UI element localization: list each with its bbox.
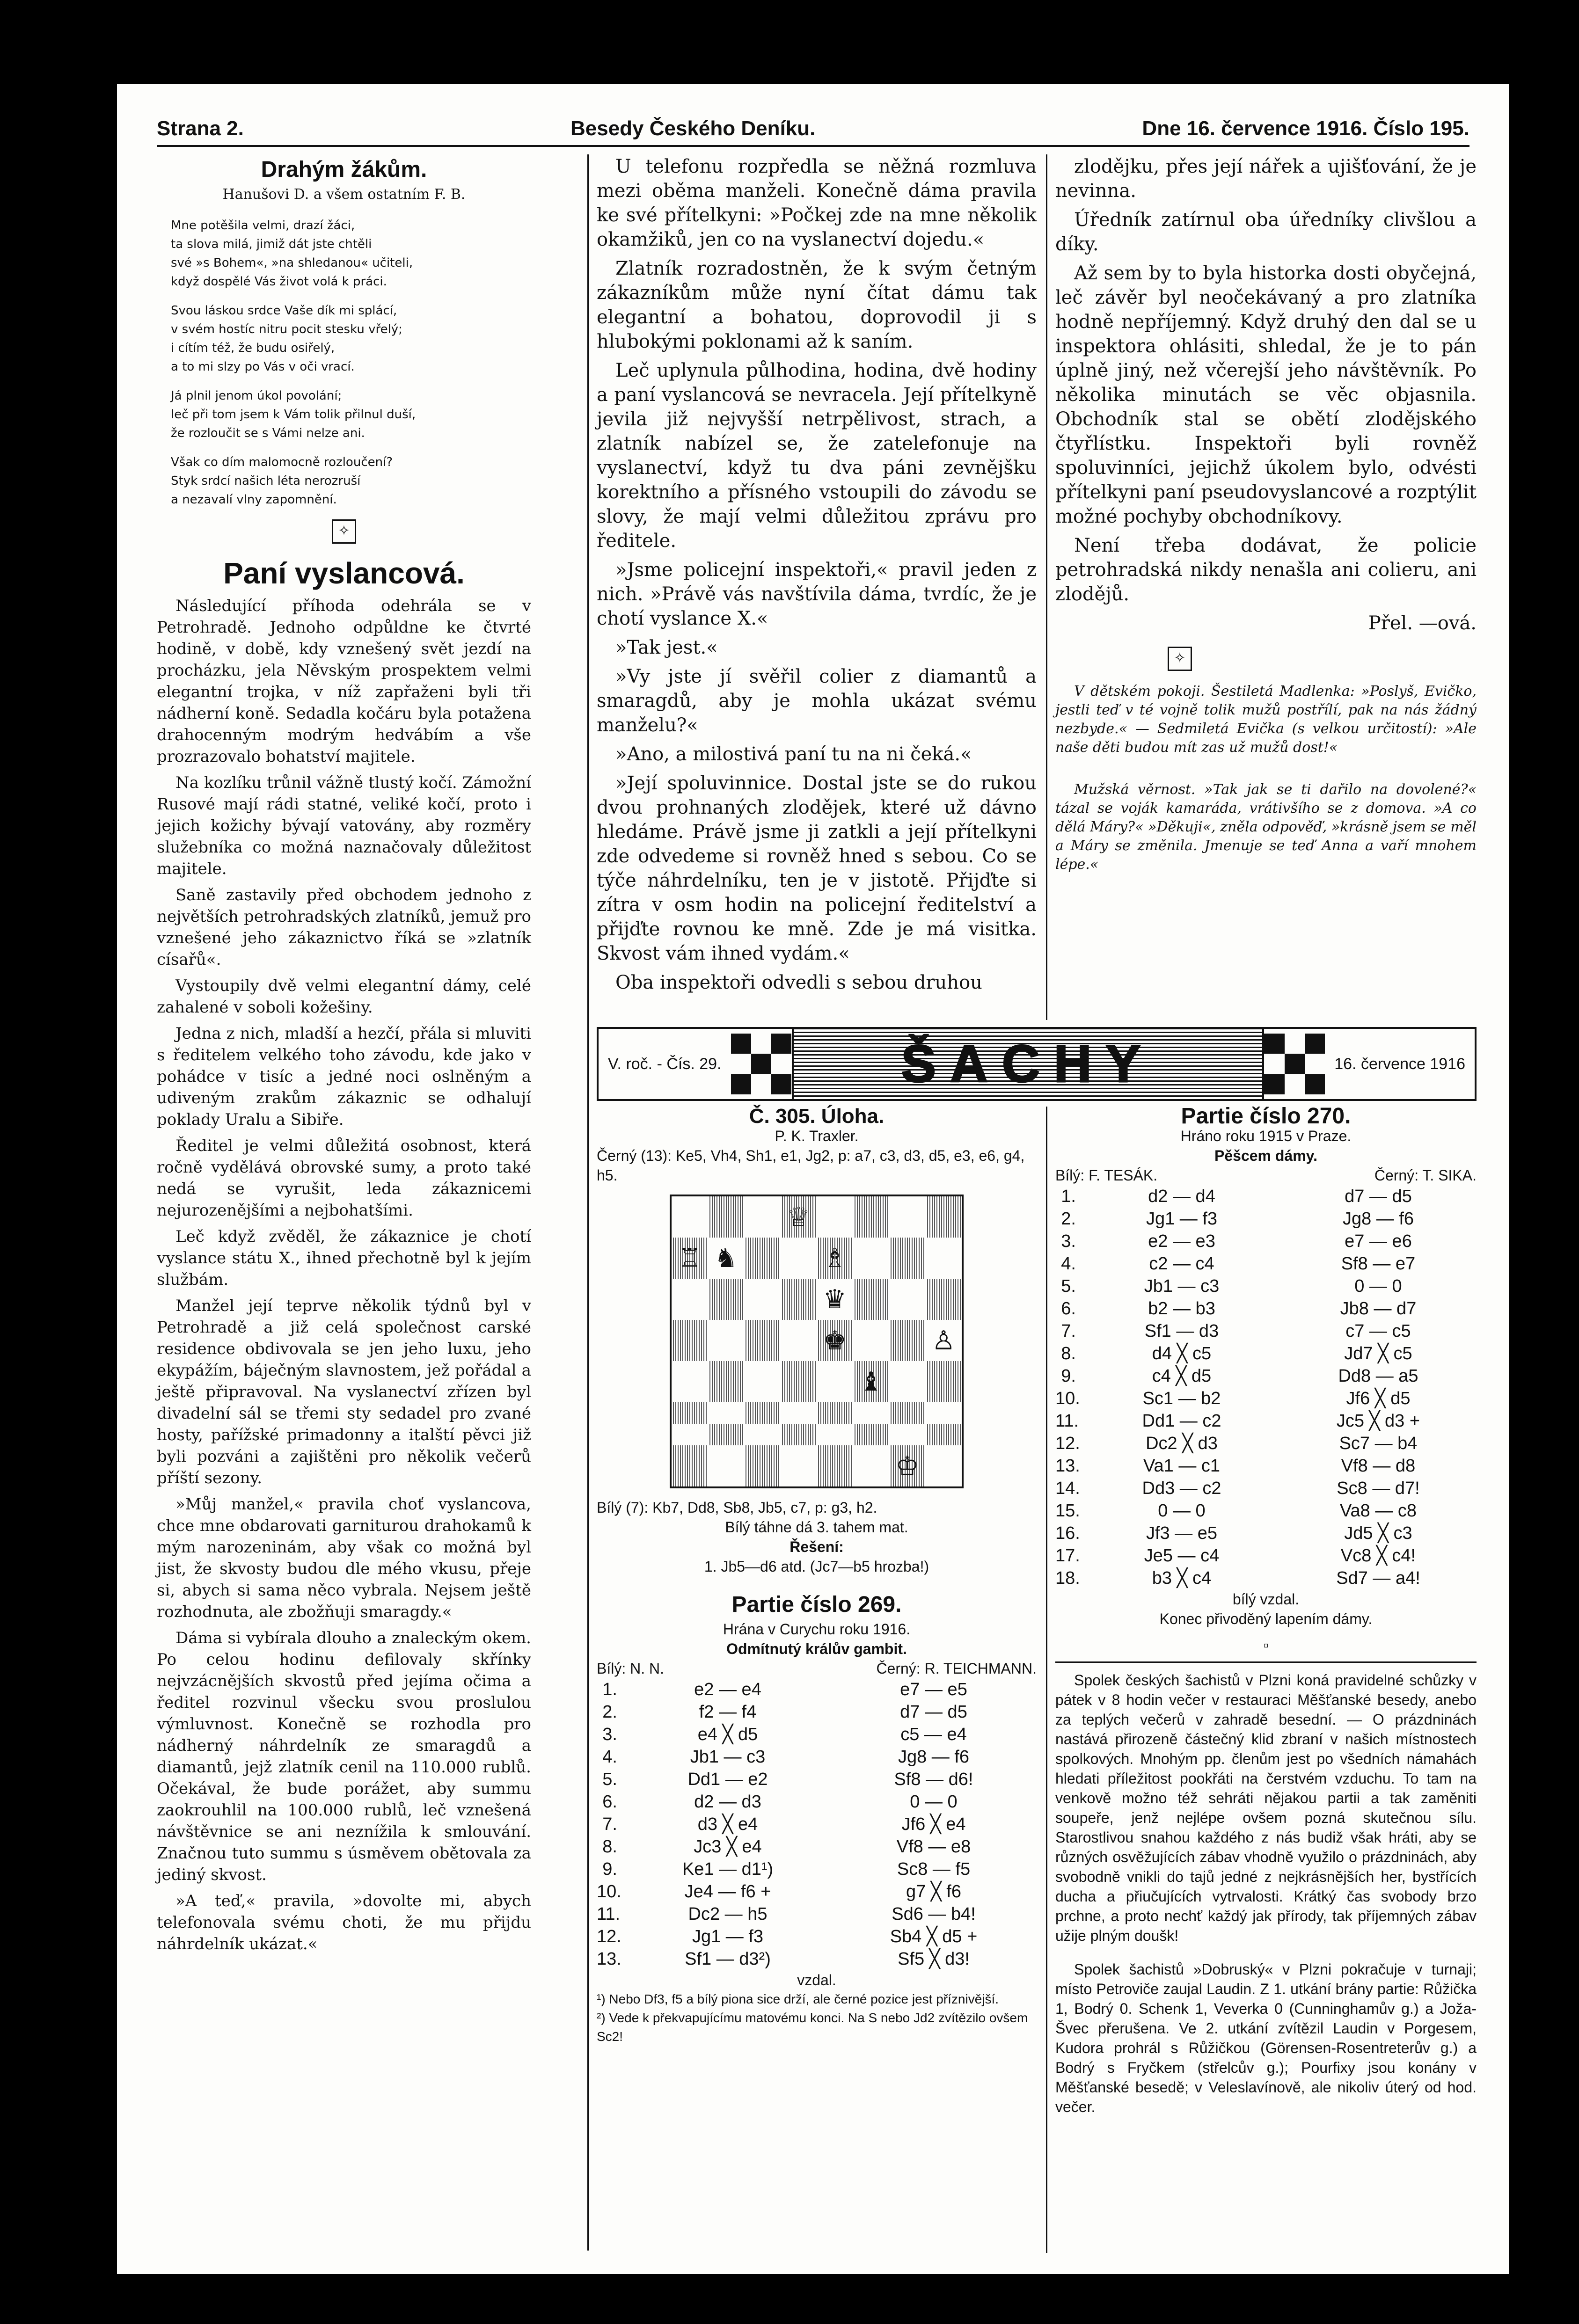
move-number: 13. xyxy=(597,1949,621,1969)
black-move: d7 — d5 xyxy=(900,1702,967,1722)
game-title: Partie číslo 270. xyxy=(1181,1104,1351,1129)
board-square xyxy=(781,1238,817,1279)
date-tag: 16. července 1916 xyxy=(1334,1055,1465,1073)
board-square xyxy=(672,1279,708,1320)
move-number: 10. xyxy=(1055,1389,1080,1408)
anecdote: Mužská věrnost. »Tak jak se ti dařilo na dovolené?« tázal se voják kamaráda, vrátivšího se z domova. »A co dělá Máry?« »Děkuji«, zněla odpověď, »krásně jsem se měl a Máry se změnila. Jmenuje se teď Anna a vaří mnohem lépe.« xyxy=(1055,781,1477,873)
board-square xyxy=(781,1402,817,1424)
black-move: Sc7 — b4 xyxy=(1339,1434,1418,1453)
board-square xyxy=(889,1402,926,1424)
board-square xyxy=(926,1279,962,1320)
board-square xyxy=(889,1238,926,1279)
column-rule xyxy=(1046,154,1047,1020)
board-square xyxy=(744,1196,781,1238)
board-square xyxy=(708,1445,745,1486)
board-square xyxy=(853,1279,890,1320)
paragraph: zlodějku, přes její nářek a ujišťování, že je nevinna. xyxy=(1055,156,1477,202)
board-square xyxy=(672,1320,708,1361)
move-number: 11. xyxy=(1055,1411,1079,1431)
section-title: ŠACHY xyxy=(792,1029,1265,1099)
black-move: Jd7 ╳ c5 xyxy=(1344,1344,1412,1363)
white-move: Dd1 — e2 xyxy=(687,1770,768,1789)
white-player: Bílý: F. TESÁK. xyxy=(1055,1167,1158,1184)
move-number: 5. xyxy=(1061,1276,1076,1296)
move-number: 18. xyxy=(1055,1568,1080,1588)
board-square: ♛ xyxy=(823,1284,847,1314)
black-move: Va8 — c8 xyxy=(1339,1501,1417,1521)
black-player: Černý: T. SIKA. xyxy=(1374,1167,1477,1184)
board-square: ♔ xyxy=(889,1445,926,1486)
board-square xyxy=(672,1196,708,1238)
column-2 xyxy=(597,154,1037,999)
move-number: 2. xyxy=(1061,1209,1076,1229)
ornament-icon: ✧ xyxy=(332,519,356,544)
game-end: Konec přivoděný lapením dámy. xyxy=(1159,1610,1373,1627)
page-number: Strana 2. xyxy=(157,117,244,140)
story-title: Paní vyslancová. xyxy=(223,556,465,590)
paragraph: Saně zastavily před obchodem jednoho z největších petrohradských zlatníků, jemuž pro vznešené jeho zákaznictvo říká se »zlatník císařů«. xyxy=(157,886,531,969)
paragraph: Až sem by to byla historka dosti obyčejná, leč závěr byl neočekávaný a pro zlatníka hodně nepříjemný. Když druhý den dal se u inspektora ohlásiti, shledal, že je to pán úplně jiný, než včerejší jeho návštěvník. Po několika minutách se věc objasnila. Obchodník stal se obětí zlodějského čtyřlístku. Inspektoři byli rovněž spoluvinníci, jejichž úkolem bylo, odvésti přítelkyni paní pseudovyslancové a rozptýlit možné pochyby obchodníkovy. xyxy=(1055,262,1477,527)
move-number: 6. xyxy=(602,1792,617,1812)
checker-icon xyxy=(731,1034,792,1094)
black-move: Sc8 — d7! xyxy=(1337,1479,1420,1498)
board-square xyxy=(817,1361,853,1402)
black-move: Sf8 — e7 xyxy=(1341,1254,1416,1274)
white-move: c2 — c4 xyxy=(1149,1254,1214,1274)
board-square xyxy=(744,1445,781,1486)
divider xyxy=(1055,1661,1477,1663)
paragraph: »Její spoluvinnice. Dostal jste se do rukou dvou prohnaných zlodějek, které už dávno hledáme. Právě jsme ji zatkli a její přítelkyni zde odvedeme si rovněž hned s sebou. Co se týče náhrdelníku, ten je v jistotě. Přijďte si zítra v osm hodin na policejní ředitelství a přijďte rovnou ke mně. Zde je má visitka. Skvost vám ihned vydám.« xyxy=(597,772,1037,964)
chess-banner xyxy=(597,1027,1477,1101)
board-square xyxy=(708,1320,745,1361)
paragraph: Jedna z nich, mladší a hezčí, přála si mluviti s ředitelem velkého toho závodu, kde jako v pohádce v tisíc a jedné noci oslněným a udiveným zrakům zákaznic se odhalují poklady Uralu a Sibiře. xyxy=(157,1024,531,1129)
white-move: Dd3 — c2 xyxy=(1142,1479,1221,1498)
board-square: ♖ xyxy=(672,1238,708,1279)
poem-dedication: Hanušovi D. a všem ostatním F. B. xyxy=(222,186,466,203)
black-move: Sb4 ╳ d5 + xyxy=(890,1927,978,1946)
black-move: g7 ╳ f6 xyxy=(906,1882,961,1901)
paragraph: Manžel její teprve několik týdnů byl v Petrohradě a již celá společnost carské residence obdivovala se jen jeho luxu, jeho ekypážím, báječným slavnostem, jež pořádal a ještě připravoval. Na vyslanectví zřízen byl divadelní sál se třemi sty sedadel pro zvané hosty, pařížské primadonny a italští pěvci již byli pozváni a zajištěni pro několik večerů příští sezony. xyxy=(157,1297,531,1487)
black-move: Jd5 ╳ c3 xyxy=(1344,1523,1412,1543)
board-square xyxy=(744,1361,781,1402)
problem-title: Č. 305. Úloha. xyxy=(749,1105,885,1128)
board-square xyxy=(817,1424,853,1445)
paragraph: Oba inspektoři odvedli s sebou druhou xyxy=(615,972,982,993)
board-square xyxy=(781,1320,817,1361)
white-move: Jb1 — c3 xyxy=(1144,1276,1220,1296)
poem-title: Drahým žákům. xyxy=(261,157,427,182)
move-number: 13. xyxy=(1055,1456,1080,1476)
board-square: ♝ xyxy=(853,1361,890,1402)
board-square xyxy=(889,1320,926,1361)
board-square xyxy=(926,1445,962,1486)
move-list xyxy=(1055,1185,1477,1589)
black-move: 0 — 0 xyxy=(1354,1276,1402,1296)
black-move: d7 — d5 xyxy=(1345,1187,1412,1206)
white-move: Je4 — f6 + xyxy=(684,1882,771,1901)
paragraph: Vystoupily dvě velmi elegantní dámy, celé zahalené v soboli kožešiny. xyxy=(157,976,531,1017)
white-move: Je5 — c4 xyxy=(1144,1546,1220,1566)
divider-icon: ▫ xyxy=(1263,1637,1269,1654)
board-square: ♞ xyxy=(714,1243,738,1273)
white-move: c4 ╳ d5 xyxy=(1152,1366,1212,1386)
column-1 xyxy=(157,154,531,1960)
white-move: Dc2 — h5 xyxy=(688,1904,768,1924)
board-square xyxy=(708,1402,745,1424)
white-move: Jb1 — c3 xyxy=(690,1747,766,1767)
translator-signature: Přel. —ová. xyxy=(1368,612,1477,634)
board-square: ♙ xyxy=(932,1326,956,1355)
move-number: 12. xyxy=(1055,1434,1080,1453)
game-title: Partie číslo 269. xyxy=(731,1592,902,1617)
black-move: e7 — e6 xyxy=(1345,1231,1412,1251)
black-move: Jg8 — f6 xyxy=(1342,1209,1414,1229)
white-move: 0 — 0 xyxy=(1158,1501,1206,1521)
poem xyxy=(157,216,531,509)
problem-author: P. K. Traxler. xyxy=(775,1128,859,1144)
players xyxy=(1055,1166,1477,1185)
stanza: Však co dím malomocně rozloučení? Styk srdcí našich léta nerozruší a nezavalí vlny zapomnění. xyxy=(171,455,393,507)
black-move: c7 — c5 xyxy=(1345,1321,1411,1341)
move-list xyxy=(597,1678,1037,1970)
white-move: f2 — f4 xyxy=(699,1702,757,1722)
paragraph: »Můj manžel,« pravila choť vyslancova, chce mne obdarovati garniturou drahokamů k mým narozeninám, aby však co možná byl jist, že skvosty budou dle mého vkusu, přeje si, abych si sama něco vybrala. Nejsem ještě rozhodnuta, ale zbožňuji smaragdy.« xyxy=(157,1495,531,1621)
volume-tag: V. roč. - Čís. 29. xyxy=(608,1055,722,1073)
white-move: d2 — d3 xyxy=(694,1792,761,1812)
white-move: Va1 — c1 xyxy=(1143,1456,1221,1476)
paper-name: Besedy Českého Deníku. xyxy=(570,117,816,140)
move-number: 1. xyxy=(1061,1187,1076,1206)
board-square xyxy=(744,1238,781,1279)
issue-date: Dne 16. července 1916. Číslo 195. xyxy=(1142,117,1469,140)
move-number: 9. xyxy=(602,1859,617,1879)
move-number: 14. xyxy=(1055,1479,1080,1498)
paragraph: Dáma si vybírala dlouho a znaleckým okem. Po celou hodinu defilovaly skřínky nejvzácnějších skvostů před jejíma očima a ředitel rozvinul všecku svou proslulou výmluvnost. Konečně se rozhodla pro nádherný náhrdelník ze smaragdů a diamantů, jejž zlatník cenil na 110.000 rublů. Očekával, že bude porážet, aby summu zaokrouhlil na 100.000 rublů, leč vznešená návštěvnice se ani neznížila k smlouvání. Značnou tuto summu s úsměvem obětovala za jediný skvost. xyxy=(157,1629,531,1884)
board-square xyxy=(889,1196,926,1238)
board-square xyxy=(853,1445,890,1486)
paragraph: »Jsme policejní inspektoři,« pravil jeden z nich. »Právě vás navštívila dáma, tvrdíc, že je chotí vyslance X.« xyxy=(597,559,1037,629)
paragraph: Na kozlíku trůnil vážně tlustý kočí. Zámožní Rusové mají rádi statné, veliké kočí, proto i jejich kožichy bývají vatovány, aby rozměry služebníka co možná naznačovaly důležitost majitele. xyxy=(157,773,531,878)
column-rule xyxy=(587,154,589,2251)
board-square xyxy=(672,1424,708,1445)
move-number: 4. xyxy=(1061,1254,1076,1274)
move-number: 3. xyxy=(602,1725,617,1744)
black-move: Jb8 — d7 xyxy=(1340,1299,1417,1319)
stanza: Mne potěšila velmi, drazí žáci, ta slova milá, jimiž dát jste chtěli své »s Bohem«, »na shledanou« učiteli, když dospělé Vás život volá k práci. xyxy=(171,219,413,289)
paragraph: Následující příhoda odehrála se v Petrohradě. Jednoho odpůldne ke čtvrté hodině, v době, kdy vznešený svět jezdí na procházku, jela Něvským prospektem velmi elegantní trojka, v níž zapřaženi byli tři nádherní koně. Sedadla kočáru byla potažena drahocenným modrým hedvábím a vše prozrazovalo bohatství majitele. xyxy=(157,597,531,766)
move-number: 10. xyxy=(597,1882,621,1901)
move-number: 15. xyxy=(1055,1501,1080,1521)
stanza: Já plnil jenom úkol povolání; leč při tom jsem k Vám tolik přilnul duší, že rozloučit se s Vámi nelze ani. xyxy=(171,389,416,440)
game-opening: Odmítnutý králův gambit. xyxy=(726,1640,907,1657)
black-move: Sd6 — b4! xyxy=(892,1904,976,1924)
paragraph: Není třeba dodávat, že policie petrohradská nikdy nenašla ani colieru, ani zlodějů. xyxy=(1055,535,1477,605)
white-move: Dc2 ╳ d3 xyxy=(1146,1434,1218,1453)
black-move: Sd7 — a4! xyxy=(1336,1568,1420,1588)
move-number: 9. xyxy=(1061,1366,1076,1386)
stanza: Svou láskou srdce Vaše dík mi splácí, v svém hostíc nitru pocit stesku vřelý; i cítím též, že budu osiřelý, a to mi slzy po Vás v oči vrací. xyxy=(171,304,402,374)
move-number: 7. xyxy=(602,1814,617,1834)
black-move: Jf6 ╳ e4 xyxy=(901,1814,966,1834)
board-square xyxy=(853,1402,890,1424)
footnote: ²) Vede k překvapujícímu matovému konci. Na S nebo Jd2 zvítězilo ovšem Sc2! xyxy=(597,2011,1028,2044)
move-number: 3. xyxy=(1061,1231,1076,1251)
black-pieces: Černý (13): Ke5, Vh4, Sh1, e1, Jg2, p: a7, c3, d3, d5, e3, e6, g4, h5. xyxy=(597,1147,1025,1184)
board-square xyxy=(781,1424,817,1445)
board-square xyxy=(853,1196,890,1238)
white-move: b3 ╳ c4 xyxy=(1152,1568,1212,1588)
move-number: 7. xyxy=(1061,1321,1076,1341)
move-number: 6. xyxy=(1061,1299,1076,1319)
paragraph: U telefonu rozpředla se něžná rozmluva mezi oběma manželi. Konečně dáma pravila ke své přítelkyni: »Počkej zde na mne několik okamžiků, jen co na vyslanectví dojedu.« xyxy=(597,156,1037,250)
paragraph: Úředník zatírnul oba úředníky clivšlou a díky. xyxy=(1055,209,1477,255)
black-move: e7 — e5 xyxy=(900,1680,967,1699)
game-result: bílý vzdal. xyxy=(1232,1591,1300,1608)
chess-column-left xyxy=(597,1107,1037,2046)
newspaper-page xyxy=(117,84,1509,2274)
black-move: Vc8 ╳ c4! xyxy=(1340,1546,1416,1566)
board-square xyxy=(672,1445,708,1486)
black-move: c5 — e4 xyxy=(900,1725,967,1744)
board-square xyxy=(853,1424,890,1445)
board-square xyxy=(672,1402,708,1424)
white-move: Jf3 — e5 xyxy=(1146,1523,1218,1543)
white-move: Sf1 — d3²) xyxy=(685,1949,771,1969)
white-move: d2 — d4 xyxy=(1148,1187,1215,1206)
game-opening: Pěšcem dámy. xyxy=(1214,1147,1317,1164)
paragraph: Leč když zvěděl, že zákaznice je chotí vyslance státu X., ihned přechotně byl k jejím službám. xyxy=(157,1227,531,1289)
board-square xyxy=(817,1445,853,1486)
white-move: Dd1 — c2 xyxy=(1142,1411,1221,1431)
board-square xyxy=(744,1402,781,1424)
board-square xyxy=(926,1361,962,1402)
game-result: vzdal. xyxy=(797,1972,836,1989)
board-square xyxy=(708,1196,745,1238)
board-square xyxy=(781,1279,817,1320)
move-number: 4. xyxy=(602,1747,617,1767)
move-number: 17. xyxy=(1055,1546,1080,1566)
paragraph: »Ano, a milostivá paní tu na ni čeká.« xyxy=(615,743,972,765)
black-move: Sc8 — f5 xyxy=(897,1859,971,1879)
black-move: Sf8 — d6! xyxy=(894,1770,973,1789)
board-square xyxy=(889,1424,926,1445)
black-player: Černý: R. TEICHMANN. xyxy=(876,1660,1037,1677)
club-news: Spolek českých šachistů v Plzni koná pravidelné schůzky v pátek v 8 hodin večer v restauraci Měšťanské besedy, anebo za teplých večerů v zahradě besední. — O prázdninách nastává přirozeně částečný klid zbraní v našich místnostech spolkových. Mnohým pp. členům jest po všedních námahách hledati příležitost pookřáti na čerstvém vzduchu. To tam na venkově možno též sehráti nějakou partii a tak zaměniti soupeře, jenž nejlépe ovšem pozná skutečnou sílu. Starostlivou snahou každého z nás budiž však hráti, aby se různých osvěžujících zábav vhodně využilo o prázdninách, aby svobodně vnikli do tajů jedné z nejkrásnějších her, bystřících ducha a přiučujících vytrvalosti. Krátký čas svobody brzo prchne, a proto nechť každý jak přírody, tak příjemných zábav užije plným doušk! xyxy=(1055,1672,1477,1944)
move-number: 11. xyxy=(597,1904,621,1924)
checker-icon xyxy=(1264,1034,1325,1094)
paragraph: »A teď,« pravila, »dovolte mi, abych telefonovala svému choti, že mu přijdu náhrdelník ukázat.« xyxy=(157,1892,531,1953)
move-number: 8. xyxy=(1061,1344,1076,1363)
column-rule xyxy=(1046,1107,1047,2253)
black-move: Dd8 — a5 xyxy=(1338,1366,1418,1386)
board-square xyxy=(708,1424,745,1445)
footnote: ¹) Nebo Df3, f5 a bílý piona sice drží, ale černé pozice jest příznivější. xyxy=(597,1992,999,2006)
white-player: Bílý: N. N. xyxy=(597,1660,665,1677)
players xyxy=(597,1659,1037,1678)
white-pieces: Bílý (7): Kb7, Dd8, Sb8, Jb5, c7, p: g3, h2. xyxy=(597,1499,877,1516)
board-square xyxy=(889,1361,926,1402)
board-square xyxy=(672,1361,708,1402)
paragraph: »Tak jest.« xyxy=(615,637,718,658)
game-place: Hrána v Curychu roku 1916. xyxy=(723,1621,911,1638)
board-square xyxy=(853,1320,890,1361)
board-square xyxy=(781,1445,817,1486)
solution-label: Řešení: xyxy=(790,1538,844,1555)
black-move: 0 — 0 xyxy=(910,1792,958,1812)
board-square xyxy=(889,1279,926,1320)
game-place: Hráno roku 1915 v Praze. xyxy=(1180,1128,1352,1144)
move-number: 12. xyxy=(597,1927,621,1946)
board-square xyxy=(744,1279,781,1320)
paragraph: Zlatník rozradostněn, že k svým četným zákazníkům může nyní čítat dámu tak elegantní a bohatou, doprovodil ji s hlubokými poklonami až k saním. xyxy=(597,258,1037,352)
board-square xyxy=(926,1424,962,1445)
board-square xyxy=(708,1361,745,1402)
board-square: ♚ xyxy=(817,1320,853,1361)
black-move: Jf6 ╳ d5 xyxy=(1346,1389,1411,1408)
problem-task: Bílý táhne dá 3. tahem mat. xyxy=(725,1519,908,1536)
white-move: d3 ╳ e4 xyxy=(697,1814,758,1834)
column-3 xyxy=(1055,154,1477,879)
board-square xyxy=(926,1238,962,1279)
club-news: Spolek šachistů »Dobruský« v Plzni pokračuje v turnaji; místo Petroviče zaujal Laudin. Z 1. utkání brány partie: Růžička 1, Bodrý 0. Schenk 1, Veverka 0 (Cunninghamův g.) a Joža-Švec přerušena. Ve 2. utkání zvítězil Laudin v Porgesem, Kudora prohrál s Růžičkou (Görensen-Rosentreterův g.) a Bodrý s Fryčkem (střelcův g.); Pourfixy jsou konány v Měšťanské besedě; v Veleslavínově, ale nikoliv úterý od hod. večer. xyxy=(1055,1961,1477,2115)
board-square xyxy=(744,1424,781,1445)
paragraph: »Vy jste jí svěřil colier z diamantů a smaragdů, aby je mohla ukázat svému manželu?« xyxy=(597,666,1037,736)
white-move: Sc1 — b2 xyxy=(1142,1389,1221,1408)
board-square xyxy=(853,1238,890,1279)
move-number: 1. xyxy=(602,1680,617,1699)
white-move: e2 — e4 xyxy=(694,1680,761,1699)
board-square xyxy=(708,1279,745,1320)
move-number: 2. xyxy=(602,1702,617,1722)
move-number: 16. xyxy=(1055,1523,1080,1543)
white-move: Jg1 — f3 xyxy=(1146,1209,1218,1229)
black-move: Vf8 — e8 xyxy=(896,1837,971,1857)
black-move: Jg8 — f6 xyxy=(898,1747,970,1767)
black-move: Vf8 — d8 xyxy=(1341,1456,1416,1476)
white-move: Jc3 ╳ e4 xyxy=(694,1837,762,1857)
board-square xyxy=(781,1361,817,1402)
white-move: e4 ╳ d5 xyxy=(697,1725,758,1744)
page-header xyxy=(157,112,1469,147)
board-square xyxy=(926,1196,962,1238)
board-square xyxy=(817,1196,853,1238)
black-move: Jc5 ╳ d3 + xyxy=(1336,1411,1420,1431)
board-square: ♕ xyxy=(781,1196,817,1238)
move-number: 8. xyxy=(602,1837,617,1857)
board-square xyxy=(926,1402,962,1424)
white-move: Sf1 — d3 xyxy=(1144,1321,1219,1341)
white-move: b2 — b3 xyxy=(1148,1299,1215,1319)
board-square xyxy=(817,1402,853,1424)
chess-board xyxy=(670,1195,964,1488)
white-move: Jg1 — f3 xyxy=(692,1927,764,1946)
white-move: Ke1 — d1¹) xyxy=(682,1859,774,1879)
paragraph: Ředitel je velmi důležitá osobnost, která ročně vydělává obrovské sumy, a proto také nedá se vyrušit, leda zákaznicemi nejurozenějšími a nejbohatšími. xyxy=(157,1137,531,1220)
board-square xyxy=(744,1320,781,1361)
paragraph: Leč uplynula půlhodina, hodina, dvě hodiny a paní vyslancová se nevracela. Její přítelkyně jevila již nejvyšší netrpělivost, strach, a zlatník nabízel se, že zatelefonuje na vyslanectví, když tu dva páni zevnějšku korektního a přísného vstoupili do závodu se slovy, že mají velmi důležitou zprávu pro ředitele. xyxy=(597,360,1037,552)
ornament-icon: ✧ xyxy=(1168,647,1192,671)
chess-column-right xyxy=(1055,1104,1477,2117)
white-move: d4 ╳ c5 xyxy=(1152,1344,1212,1363)
move-number: 5. xyxy=(602,1770,617,1789)
anecdote: V dětském pokoji. Šestiletá Madlenka: »Poslyš, Evičko, jestli teď v té vojně tolik mužů postřílí, pak na nás žádný nezbyde.« — Sedmiletá Evička (s velkou určitostí): »Ale naše děti budou mít zas už mužů dost!« xyxy=(1055,683,1477,756)
solution: 1. Jb5—d6 atd. (Jc7—b5 hrozba!) xyxy=(704,1558,929,1575)
black-move: Sf5 ╳ d3! xyxy=(898,1949,970,1969)
board-square: ♗ xyxy=(817,1238,853,1279)
white-move: e2 — e3 xyxy=(1148,1231,1215,1251)
